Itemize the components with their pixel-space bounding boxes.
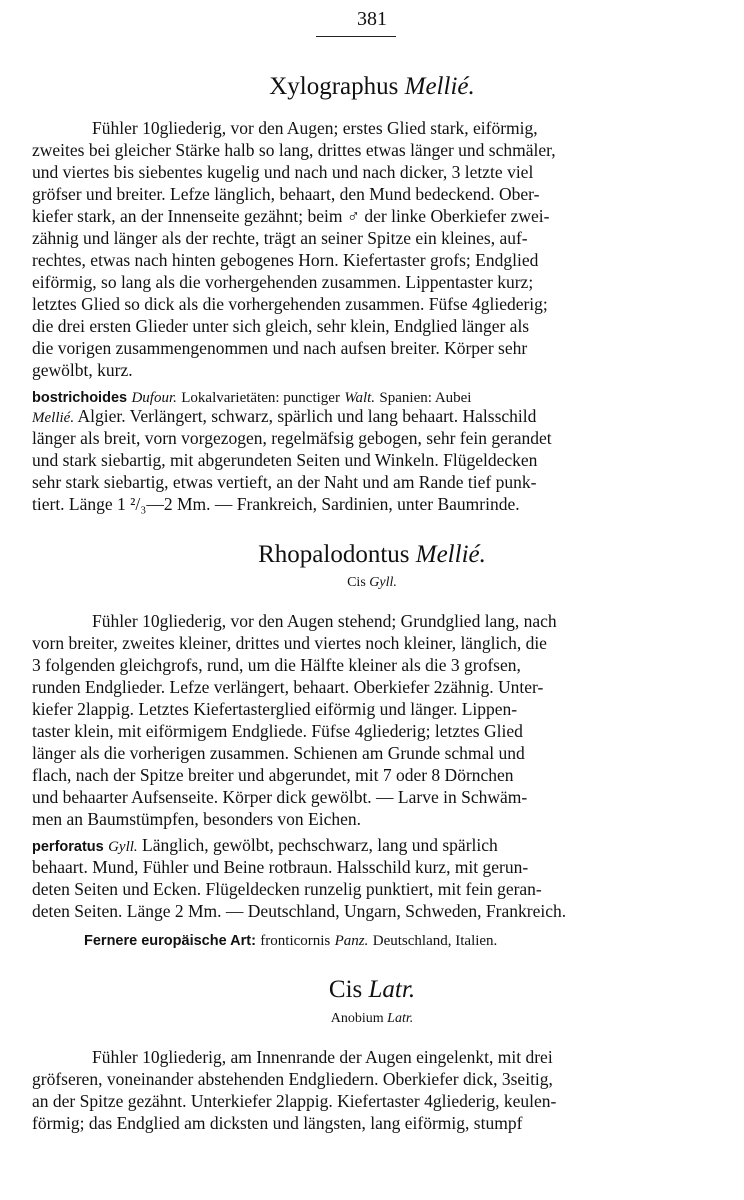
text-line: 3 folgenden gleichgrofs, rund, um die Hälfte kleiner als die 3 grofsen, bbox=[32, 655, 521, 675]
synonym-name: Anobium bbox=[330, 1011, 384, 1026]
text-line: men an Baumstümpfen, besonders von Eichen. bbox=[32, 809, 362, 829]
other-species-name: fronticornis bbox=[260, 933, 331, 949]
species-text: Algier. Verlängert, schwarz, spärlich und lang behaart. Halsschild bbox=[77, 406, 537, 426]
text-line: flach, nach der Spitze breiter und abgerundet, mit 7 oder 8 Dörnchen bbox=[32, 765, 514, 785]
text-line: die vorigen zusammengenommen und nach aufsen breiter. Körper sehr bbox=[32, 338, 528, 358]
text-line: länger als die vorherigen zusammen. Schienen am Grunde schmal und bbox=[32, 743, 525, 763]
text-line: kiefer 2lappig. Letztes Kiefertasterglied eiförmig und länger. Lippen- bbox=[32, 699, 518, 719]
text-line: Fühler 10gliederig, am Innenrande der Augen eingelenkt, mit drei bbox=[92, 1047, 553, 1067]
section-heading-rhopalodontus bbox=[0, 540, 744, 570]
other-species-locality: Deutschland, Italien. bbox=[372, 933, 498, 949]
other-species-author: Panz. bbox=[334, 933, 369, 949]
text-line: sehr stark siebartig, etwas vertieft, an der Naht und am Rande tief punk- bbox=[32, 472, 537, 492]
species-text: Spanien: Aubei bbox=[379, 390, 472, 406]
synonym-author: Latr. bbox=[387, 1011, 414, 1026]
text-line: die drei ersten Glieder unter sich gleich, sehr klein, Endglied länger als bbox=[32, 316, 530, 336]
section-heading-xylographus bbox=[0, 72, 744, 102]
species-name: bostrichoides bbox=[32, 390, 128, 406]
section-heading-cis bbox=[0, 975, 744, 1005]
species-line bbox=[32, 834, 498, 858]
species-text: Länglich, gewölbt, pechschwarz, lang und spärlich bbox=[142, 835, 498, 855]
synonym-line bbox=[0, 1010, 744, 1028]
text-line: gröfser und breiter. Lefze länglich, behaart, den Mund bedeckend. Ober- bbox=[32, 184, 540, 204]
text-line: gewölbt, kurz. bbox=[32, 360, 133, 380]
species-line bbox=[32, 405, 536, 429]
text-line: taster klein, mit eiförmigem Endgliede. Füfse 4gliederig; letztes Glied bbox=[32, 721, 523, 741]
text-line: Fühler 10gliederig, vor den Augen; erstes Glied stark, eiförmig, bbox=[92, 118, 538, 138]
text-line: und stark siebartig, mit abgerundeten Seiten und Winkeln. Flügeldecken bbox=[32, 450, 538, 470]
genus-name: Xylographus bbox=[269, 73, 399, 100]
species-author: Dufour. bbox=[131, 390, 177, 406]
genus-name: Rhopalodontus bbox=[258, 541, 410, 568]
species-author: Gyll. bbox=[108, 839, 138, 855]
text-line: und behaarter Aufsenseite. Körper dick gewölbt. — Larve in Schwäm- bbox=[32, 787, 528, 807]
genus-name: Cis bbox=[328, 976, 363, 1003]
text-line: deten Seiten und Ecken. Flügeldecken runzelig punktiert, mit fein geran- bbox=[32, 879, 542, 899]
species-text: Lokalvarietäten: punctiger bbox=[181, 390, 340, 406]
text-line: vorn breiter, zweites kleiner, drittes und viertes noch kleiner, länglich, die bbox=[32, 633, 547, 653]
synonym-line bbox=[0, 574, 744, 592]
text-line: zweites bei gleicher Stärke halb so lang, drittes etwas länger und schmäler, bbox=[32, 140, 556, 160]
text-line: eiförmig, so lang als die vorhergehenden zusammen. Lippentaster kurz; bbox=[32, 272, 534, 292]
text-line: deten Seiten. Länge 2 Mm. — Deutschland, Ungarn, Schweden, Frankreich. bbox=[32, 901, 567, 921]
species-name: perforatus bbox=[32, 839, 104, 855]
text-line: Fühler 10gliederig, vor den Augen stehend; Grundglied lang, nach bbox=[92, 611, 557, 631]
text-line: gröfseren, voneinander abstehenden Endgliedern. Oberkiefer dick, 3seitig, bbox=[32, 1069, 553, 1089]
genus-author: Mellié. bbox=[404, 73, 475, 100]
text-line: runden Endglieder. Lefze verlängert, behaart. Oberkiefer 2zähnig. Unter- bbox=[32, 677, 544, 697]
text-line: rechtes, etwas nach hinten gebogenes Horn. Kiefertaster grofs; Endglied bbox=[32, 250, 539, 270]
species-author-ref: Walt. bbox=[344, 390, 376, 406]
text-line: behaart. Mund, Fühler und Beine rotbraun. Halsschild kurz, mit gerun- bbox=[32, 857, 529, 877]
text-line: länger als breit, vorn vorgezogen, regelmäfsig gebogen, sehr fein gerandet bbox=[32, 428, 552, 448]
other-species-line bbox=[84, 928, 497, 952]
synonym-author: Gyll. bbox=[369, 575, 397, 590]
text-line: letztes Glied so dick als die vorhergehenden zusammen. Füfse 4gliederig; bbox=[32, 294, 548, 314]
text-line: und viertes bis siebentes kugelig und nach und nach dicker, 3 letzte viel bbox=[32, 162, 534, 182]
other-species-label: Fernere europäische Art: bbox=[84, 933, 256, 949]
page-number: 381 bbox=[357, 8, 387, 30]
text-line: an der Spitze gezähnt. Unterkiefer 2lappig. Kiefertaster 4gliederig, keulen- bbox=[32, 1091, 557, 1111]
genus-author: Mellié. bbox=[415, 541, 486, 568]
text-line: zähnig und länger als der rechte, trägt an seiner Spitze ein kleines, auf- bbox=[32, 228, 528, 248]
text-line: förmig; das Endglied am dicksten und längsten, lang eiförmig, stumpf bbox=[32, 1113, 523, 1133]
page-number-rule bbox=[316, 36, 396, 37]
synonym-name: Cis bbox=[347, 575, 366, 590]
text-line: tiert. Länge 1 ²/₃—2 Mm. — Frankreich, Sardinien, unter Baumrinde. bbox=[32, 494, 520, 514]
species-author-ref: Mellié. bbox=[32, 410, 75, 426]
text-line: kiefer stark, an der Innenseite gezähnt; beim ♂ der linke Oberkiefer zwei- bbox=[32, 206, 550, 226]
genus-author: Latr. bbox=[368, 976, 416, 1003]
